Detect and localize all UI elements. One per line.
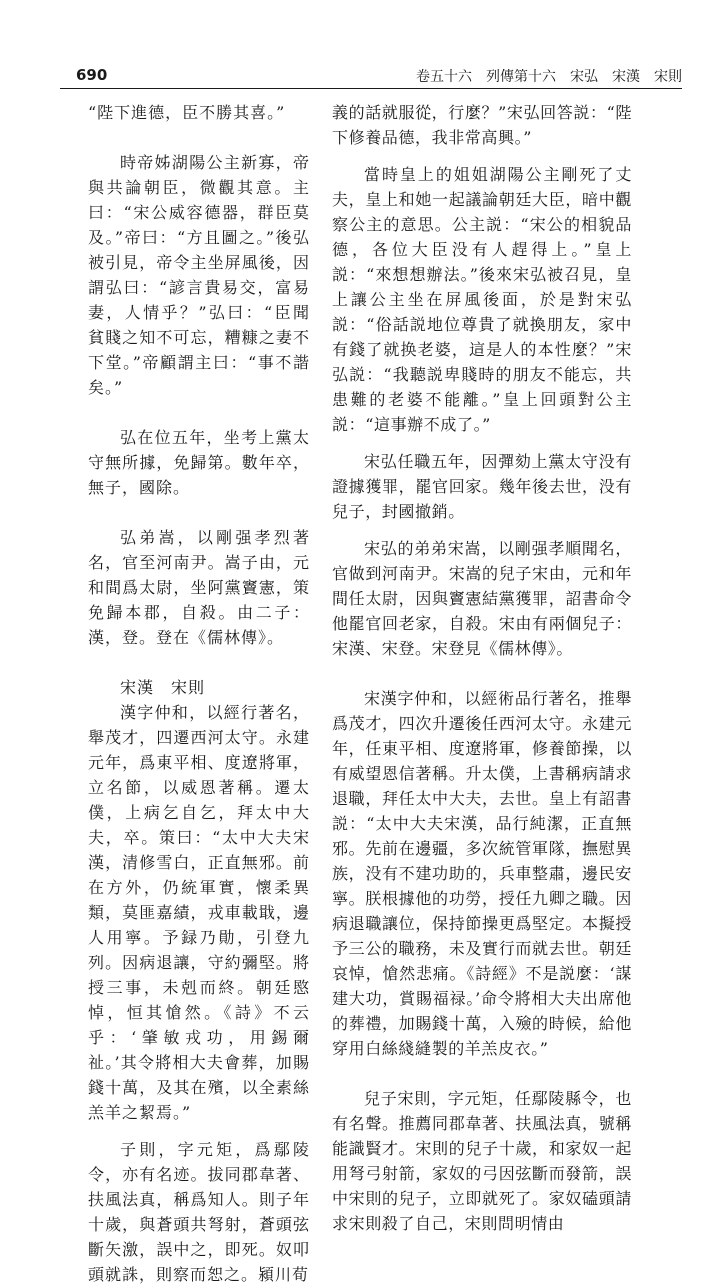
page-header [60, 62, 682, 90]
paragraph: “陛下進德，臣不勝其喜。” [88, 103, 286, 122]
paragraph: 兒子宋則，字元矩，任鄢陵縣令，也有名聲。推薦同郡韋著、扶風法真，號稱能識賢才。宋則的兒子十歲，和家奴一起用弩弓射箭，家奴的弓因弦斷而發箭，誤中宋則的兒子，立即就死了。家奴磕頭請求宋則殺了自己，宋則問明情由 [332, 1089, 632, 1233]
translation-column [332, 100, 632, 1236]
paragraph: 弘在位五年，坐考上黨太守無所據，免歸第。數年卒，無子，國除。 [88, 428, 310, 497]
paragraph: 義的話就服從，行麼？”宋弘回答説：“陛下修養品德，我非常高興。” [332, 103, 632, 147]
running-title: 卷五十六 列傳第十六 宋弘 宋漢 宋則 [416, 69, 682, 85]
paragraph: 宋弘的弟弟宋嵩，以剛强孝順聞名，官做到河南尹。宋嵩的兒子宋由，元和年間任太尉，因與竇憲結黨獲罪，詔書命令他罷官回老家，自殺。宋由有兩個兒子：宋漢、宋登。宋登見《儒林傳》。 [332, 539, 632, 658]
header-rule [60, 88, 682, 89]
paragraph: 子則，字元矩，爲鄢陵令，亦有名迹。拔同郡韋著、扶風法真，稱爲知人。則子年十歲，與蒼頭共弩射，蒼頭弦斷矢激，誤中之，即死。奴叩頭就誅，則察而恕之。潁川荀 [88, 1140, 310, 1284]
paragraph: 漢字仲和，以經行著名，舉茂才，四遷西河太守。永建元年，爲東平相、度遼將軍，立名節，以威恩著稱。遷太僕，上病乞自乞，拜太中大夫，卒。策曰：“太中大夫宋漢，清修雪白，正直無邪。前在方外，仍統軍實，懷柔異類，莫匪嘉績，戎車載戢，邊人用寧。予録乃勛，引登九列。因病退讓，守約彌堅。將授三事，未剋而終。朝廷愍悼，恒其愴然。《詩》不云乎：‘肇敏戎功，用錫爾祉。’其令將相大夫會葬，加賜錢十萬，及其在殯，以全素絲羔羊之絜焉。” [88, 703, 310, 1122]
paragraph: 時帝姊湖陽公主新寡，帝與共論朝臣，微觀其意。主曰：“宋公威容德器，群臣莫及。”帝曰：“方且圖之。”後弘被引見，帝令主坐屏風後，因謂弘曰：“諺言貴易交，富易妻，人情乎？”弘曰：“臣聞貧賤之知不可忘，糟糠之妻不下堂。”帝顧謂主曰：“事不諧矣。” [88, 153, 310, 397]
paragraph: 當時皇上的姐姐湖陽公主剛死了丈夫，皇上和她一起議論朝廷大臣，暗中觀察公主的意思。公主説：“宋公的相貌品德，各位大臣没有人趕得上。”皇上説：“來想想辦法。”後來宋弘被召見，皇上讓公主坐在屏風後面，於是對宋弘説：“俗話説地位尊貴了就換朋友，家中有錢了就换老婆，這是人的本性麼？”宋弘説：“我聽説卑賤時的朋友不能忘，共患難的老婆不能離。”皇上回頭對公主説：“這事辦不成了。” [332, 165, 632, 434]
section-title: 宋漢 宋則 [120, 678, 206, 697]
paragraph: 宋漢字仲和，以經術品行著名，推舉爲茂才，四次升遷後任西河太守。永建元年，任東平相、度遼將軍，修養節操，以有威望恩信著稱。升太僕，上書稱病請求退職，拜任太中大夫，去世。皇上有詔書説：“太中大夫宋漢，品行純潔，正直無邪。先前在邊疆，多次統管軍隊，撫慰異族，没有不建功助的，兵車整肅，邊民安寧。朕根據他的功勞，授任九卿之職。因病退職讓位，保持節操更爲堅定。本擬授予三公的職務，未及實行而就去世。朝廷哀悼，愴然悲痛。《詩經》不是説麼：‘謀建大功，賞賜福禄。’命令將相大夫出席他的葬禮，加賜錢十萬，入殮的時候，給他穿用白絲綫縫製的羊羔皮衣。” [332, 689, 632, 1058]
page-number: 690 [76, 66, 108, 84]
classical-text-column [88, 100, 310, 1287]
paragraph: 弘弟嵩，以剛强孝烈著名，官至河南尹。嵩子由，元和間爲太尉，坐阿黨竇憲，策免歸本郡，自殺。由二子：漢，登。登在《儒林傳》。 [88, 528, 310, 647]
paragraph: 宋弘任職五年，因彈劾上黨太守没有證據獲罪，罷官回家。幾年後去世，没有兒子，封國撤銷。 [332, 452, 632, 521]
